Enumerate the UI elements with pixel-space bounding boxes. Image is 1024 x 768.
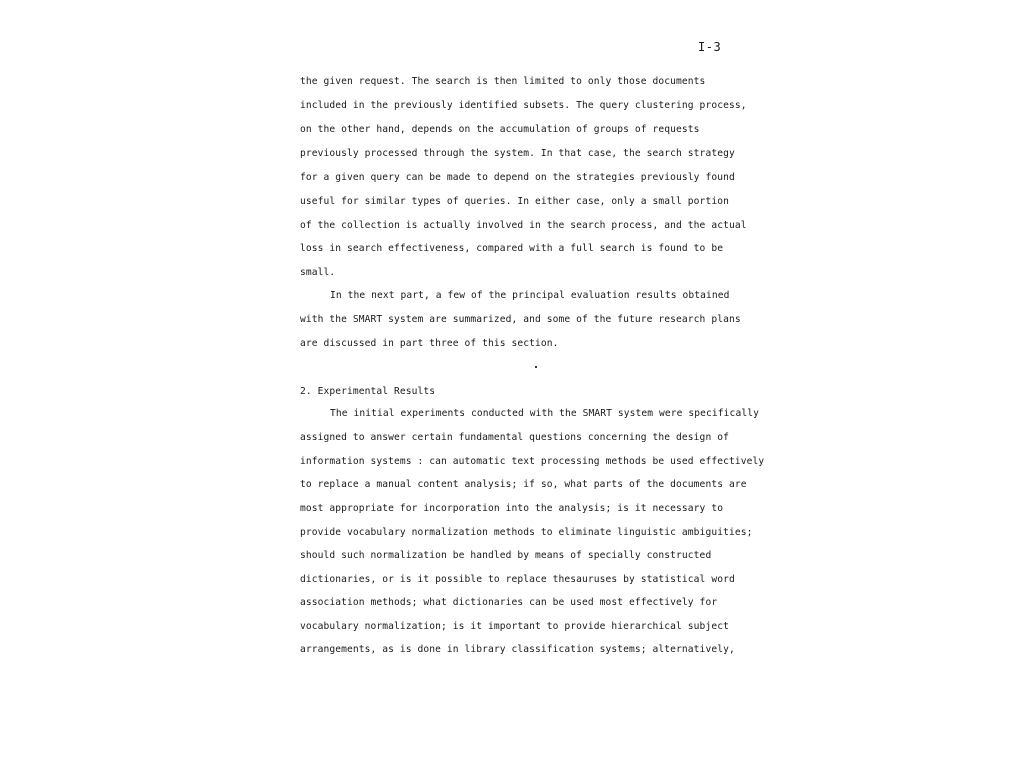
text-line: the given request. The search is then limited to only those documents: [300, 76, 706, 87]
text-line: are discussed in part three of this section.: [300, 338, 559, 349]
text-line: The initial experiments conducted with the SMART system were specifically: [330, 408, 759, 419]
text-line: previously processed through the system. In that case, the search strategy: [300, 148, 735, 159]
text-line: on the other hand, depends on the accumulation of groups of requests: [300, 124, 700, 135]
text-line: most appropriate for incorporation into the analysis; is it necessary to: [300, 503, 724, 514]
text-line: association methods; what dictionaries can be used most effectively for: [300, 597, 718, 608]
text-line: information systems : can automatic text processing methods be used effectively: [300, 456, 765, 467]
text-line: In the next part, a few of the principal evaluation results obtained: [330, 290, 730, 301]
text-line: useful for similar types of queries. In either case, only a small portion: [300, 196, 729, 207]
stray-mark: [535, 366, 537, 368]
text-line: arrangements, as is done in library classification systems; alternatively,: [300, 644, 735, 655]
text-line: assigned to answer certain fundamental questions concerning the design of: [300, 432, 729, 443]
text-line: dictionaries, or is it possible to replace thesauruses by statistical word: [300, 574, 735, 585]
text-line: loss in search effectiveness, compared with a full search is found to be: [300, 243, 724, 254]
text-line: vocabulary normalization; is it important to provide hierarchical subject: [300, 621, 729, 632]
section-heading: 2. Experimental Results: [300, 386, 436, 397]
text-line: with the SMART system are summarized, and some of the future research plans: [300, 314, 741, 325]
text-line: provide vocabulary normalization methods to eliminate linguistic ambiguities;: [300, 527, 753, 538]
text-line: to replace a manual content analysis; if so, what parts of the documents are: [300, 479, 747, 490]
text-line: should such normalization be handled by means of specially constructed: [300, 550, 712, 561]
text-line: included in the previously identified subsets. The query clustering process,: [300, 100, 747, 111]
page-number: I-3: [698, 40, 722, 54]
text-line: small.: [300, 267, 336, 278]
text-line: of the collection is actually involved in the search process, and the actual: [300, 220, 747, 231]
text-line: for a given query can be made to depend on the strategies previously found: [300, 172, 735, 183]
